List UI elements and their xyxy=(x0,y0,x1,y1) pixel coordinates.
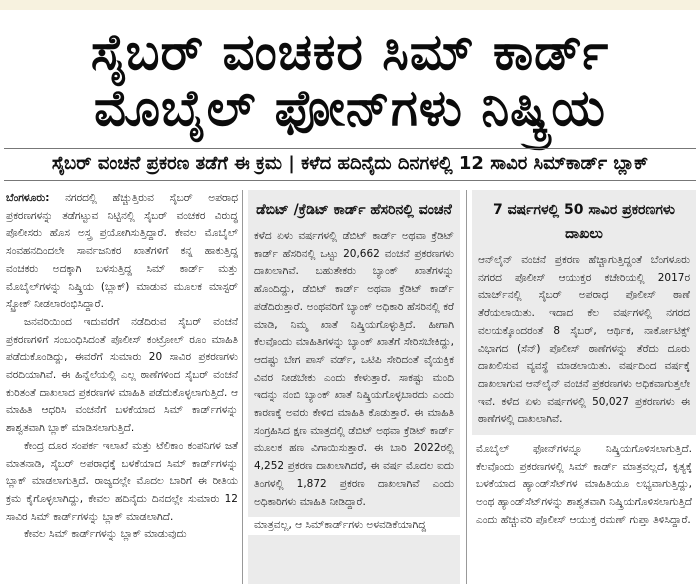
paragraph-mobile-block: ಮೊಬೈಲ್ ಫೋನ್‌ಗಳನ್ನೂ ನಿಷ್ಕ್ರಿಯಗೊಳಿಸಲಾಗುತ್ತಿದೆ. ಕೆಲವೊಂದು ಪ್ರಕರಣಗಳಲ್ಲಿ ಸಿಮ್ ಕಾರ್ಡ್ ಮಾತ್ರವಲ್ಲದೆ, ಕೃತ್ಯಕ್ಕೆ ಬಳಕೆಯಾದ ಹ್ಯಾಂಡ್‌ಸೆಟ್‌ಗಳ ಮಾಹಿತಿಯೂ ಲಭ್ಯವಾಗುತ್ತಿದ್ದು, ಅಂಥ ಹ್ಯಾಂಡ್‌ಸೆಟ್‌ಗಳನ್ನು ಶಾಶ್ವತವಾಗಿ ನಿಷ್ಕ್ರಿಯಗೊಳಿಸಲಾಗುತ್ತಿದೆ ಎಂದು ಹೆಚ್ಚುವರಿ ಪೊಲೀಸ್ ಆಯುಕ್ತ ರಮಣ್ ಗುಪ್ತಾ ತಿಳಿಸಿದ್ದಾರೆ. xyxy=(476,443,692,526)
divider-top xyxy=(4,148,696,149)
box-paragraph-cases: ಆನ್‌ಲೈನ್ ವಂಚನೆ ಪ್ರಕರಣ ಹೆಚ್ಚಾಗುತ್ತಿದ್ದಂತೆ ಬೆಂಗಳೂರು ನಗರದ ಪೊಲೀಸ್ ಆಯುಕ್ತರ ಕಚೇರಿಯಲ್ಲಿ 2017ರ ಮಾರ್ಚ್‌ನಲ್ಲಿ ಸೈಬರ್ ಅಪರಾಧ ಪೊಲೀಸ್ ಠಾಣೆ ತೆರೆಯಲಾಯಿತು. ಇದಾದ ಕೆಲ ವರ್ಷಗಳಲ್ಲಿ ನಗರದ ವಲಯಕ್ಕೊಂದರಂತೆ 8 ಸೈಬರ್, ಆರ್ಥಿಕ, ನಾರ್ಕೋಟಿಕ್ಸ್ ವಿಭಾಗದ (ಸೆನ್) ಪೊಲೀಸ್ ಠಾಣೆಗಳನ್ನು ತೆರೆದು ದೂರು ದಾಖಲಿಸುವ ವ್ಯವಸ್ಥೆ ಮಾಡಲಾಯಿತು. ವರ್ಷದಿಂದ ವರ್ಷಕ್ಕೆ ದಾಖಲಾಗುವ ಆನ್‌ಲೈನ್ ವಂಚನೆ ಪ್ರಕರಣಗಳು ಅಧಿಕವಾಗುತ್ತಲೇ ಇವೆ. ಕಳೆದ ಏಳು ವರ್ಷಗಳಲ್ಲಿ 50,027 ಪ್ರಕರಣಗಳು ಈ ಠಾಣೆಗಳಲ್ಲಿ ದಾಖಲಾಗಿವೆ. xyxy=(478,254,690,426)
top-band xyxy=(0,0,700,10)
paragraph-3: ಕೇಂದ್ರ ದೂರ ಸಂಪರ್ಕ ಇಲಾಖೆ ಮತ್ತು ಟೆಲಿಕಾಂ ಕಂಪನಿಗಳ ಜತೆ ಮಾತನಾಡಿ, ಸೈಬರ್ ಅಪರಾಧಕ್ಕೆ ಬಳಕೆಯಾದ ಸಿಮ್ ಕಾರ್ಡ್‌ಗಳನ್ನು ಬ್ಲಾಕ್ ಮಾಡಲಾಗುತ್ತಿದೆ. ರಾಜ್ಯದಲ್ಲೇ ಮೊದಲ ಬಾರಿಗೆ ಈ ರೀತಿಯ ಕ್ರಮ ಕೈಗೊಳ್ಳಲಾಗಿದ್ದು, ಕೇವಲ ಹದಿನೈದು ದಿನದಲ್ಲೇ ಸುಮಾರು 12 ಸಾವಿರ ಸಿಮ್ ಕಾರ್ಡ್‌ಗಳನ್ನು ಬ್ಲಾಕ್ ಮಾಡಲಾಗಿದೆ. xyxy=(6,439,238,523)
paragraph-2: ಜನವರಿಯಿಂದ ಇದುವರೆಗೆ ನಡೆದಿರುವ ಸೈಬರ್ ವಂಚನೆ ಪ್ರಕರಣಗಳಿಗೆ ಸಂಬಂಧಿಸಿದಂತೆ ಪೊಲೀಸ್ ಕಂಟ್ರೋಲ್ ರೂಂ ಮಾಹಿತಿ ಪಡೆದುಕೊಂಡಿದ್ದು, ಈವರೆಗೆ ಸುಮಾರು 20 ಸಾವಿರ ಪ್ರಕರಣಗಳು ವರದಿಯಾಗಿವೆ. ಈ ಹಿನ್ನೆಲೆಯಲ್ಲಿ ಎಲ್ಲ ಠಾಣೆಗಳಿಂದ ಸೈಬರ್ ವಂಚನೆ ಕುರಿತಂತೆ ದಾಖಲಾದ ಪ್ರಕರಣಗಳ ಮಾಹಿತಿ ಪಡೆದುಕೊಳ್ಳಲಾಗುತ್ತಿದೆ. ಆ ಮಾಹಿತಿ ಆಧರಿಸಿ ವಂಚನೆಗೆ ಬಳಕೆಯಾದ ಸಿಮ್ ಕಾರ್ಡ್‌ಗಳನ್ನು ಶಾಶ್ವತವಾಗಿ ಬ್ಲಾಕ್ ಮಾಡಿಸಲಾಗುತ್ತಿದೆ. xyxy=(6,315,238,435)
article-column-3 xyxy=(472,190,696,584)
column-divider-1 xyxy=(242,190,243,584)
headline-line-2: ಮೊಬೈಲ್ ಫೋನ್‌ಗಳು ನಿಷ್ಕ್ರಿಯ xyxy=(94,79,606,137)
column-divider-2 xyxy=(466,190,467,584)
paragraph-4: ಕೇವಲ ಸಿಮ್ ಕಾರ್ಡ್‌ಗಳನ್ನು ಬ್ಲಾಕ್ ಮಾಡುವುದು xyxy=(24,528,187,541)
dateline: ಬೆಂಗಳೂರು: xyxy=(6,192,50,204)
continuation-paragraph: ಮಾತ್ರವಲ್ಲ, ಆ ಸಿಮ್‌ಕಾರ್ಡ್‌ಗಳು ಅಳವಡಿಕೆಯಾಗಿದ್ದ xyxy=(254,519,426,532)
sidebar-box-cases xyxy=(472,190,696,435)
subheadline: ಸೈಬರ್ ವಂಚನೆ ಪ್ರಕರಣ ತಡೆಗೆ ಈ ಕ್ರಮ | ಕಳೆದ ಹದಿನೈದು ದಿನಗಳಲ್ಲಿ 12 ಸಾವಿರ ಸಿಮ್‌ಕಾರ್ಡ್ ಬ್ಲಾಕ್ xyxy=(51,153,649,174)
box-title-cases: 7 ವರ್ಷಗಳಲ್ಲಿ 50 ಸಾವಿರ ಪ್ರಕರಣಗಳು ದಾಖಲು xyxy=(493,202,675,242)
article-column-1 xyxy=(6,190,238,584)
divider-bottom xyxy=(4,180,696,181)
headline-line-1: ಸೈಬರ್ ವಂಚಕರ ಸಿಮ್ ಕಾರ್ಡ್ xyxy=(90,23,610,81)
sidebar-box-card-fraud xyxy=(248,190,460,584)
box-title-card-fraud: ಡೆಬಿಟ್ /ಕ್ರೆಡಿಟ್ ಕಾರ್ಡ್ ಹೆಸರಿನಲ್ಲಿ ವಂಚನೆ xyxy=(256,202,452,218)
paragraph-1 xyxy=(6,190,238,314)
box-paragraph-card-fraud: ಕಳೆದ ಏಳು ವರ್ಷಗಳಲ್ಲಿ ಡೆಬಿಟ್ ಕಾರ್ಡ್ ಅಥವಾ ಕ್ರೆಡಿಟ್ ಕಾರ್ಡ್ ಹೆಸರಿನಲ್ಲಿ ಒಟ್ಟು 20,662 ವಂಚನೆ ಪ್ರಕರಣಗಳು ದಾಖಲಾಗಿವೆ. ಬಹುತೇಕರು ಬ್ಯಾಂಕ್ ಖಾತೆಗಳನ್ನು ಹೊಂದಿದ್ದು, ಡೆಬಿಟ್ ಕಾರ್ಡ್ ಅಥವಾ ಕ್ರೆಡಿಟ್ ಕಾರ್ಡ್ ಪಡೆದಿರುತ್ತಾರೆ. ಅಂಥವರಿಗೆ ಬ್ಯಾಂಕ್ ಅಧಿಕಾರಿ ಹೆಸರಿನಲ್ಲಿ ಕರೆ ಮಾಡಿ, ನಿಮ್ಮ ಖಾತೆ ನಿಷ್ಕ್ರಿಯಗೊಳ್ಳುತ್ತಿದೆ. ಹೀಗಾಗಿ ಕೆಲವೊಂದು ಮಾಹಿತಿಗಳನ್ನು ಬ್ಯಾಂಕ್ ಖಾತೆಗೆ ಸೇರಿಸಬೇಕಿದ್ದು, ಆದಷ್ಟು ಬೇಗ ಪಾಸ್ ವರ್ಡ್, ಒಟಿಪಿ ಸೇರಿದಂತೆ ವೈಯಕ್ತಿಕ ವಿವರ ನೀಡಬೇಕು ಎಂದು ಕೇಳುತ್ತಾರೆ. ಸಾಕಷ್ಟು ಮಂದಿ ಇದನ್ನು ನಂಬಿ ಬ್ಯಾಂಕ್ ಖಾತೆ ನಿಷ್ಕ್ರಿಯಗೊಳ್ಳಬಾರದು ಎಂದು ಕಾರಣಕ್ಕೆ ಅವರು ಕೇಳಿದ ಮಾಹಿತಿ ಕೊಡುತ್ತಾರೆ. ಈ ಮಾಹಿತಿ ಸಂಗ್ರಹಿಸಿದ ಕ್ಷಣ ಮಾತ್ರದಲ್ಲಿ ಡೆಬಿಟ್ ಅಥವಾ ಕ್ರೆಡಿಟ್ ಕಾರ್ಡ್ ಮೂಲಕ ಹಣ ವಿಗಾಯಿಸುತ್ತಾರೆ. ಈ ಬಾರಿ 2022ರಲ್ಲಿ 4,252 ಪ್ರಕರಣ ದಾಖಲಾಗಿದರೆ, ಈ ವರ್ಷ ಮೊದಲ ಐದು ತಿಂಗಳಲ್ಲಿ 1,872 ಪ್ರಕರಣ ದಾಖಲಾಗಿವೆ ಎಂದು ಅಧಿಕಾರಿಗಳು ಮಾಹಿತಿ ನೀಡಿದ್ದಾರೆ. xyxy=(254,230,454,508)
paragraph-1-text: ನಗರದಲ್ಲಿ ಹೆಚ್ಚುತ್ತಿರುವ ಸೈಬರ್ ಅಪರಾಧ ಪ್ರಕರಣಗಳನ್ನು ತಡೆಗಟ್ಟುವ ನಿಟ್ಟಿನಲ್ಲಿ ಸೈಬರ್ ವಂಚಕರ ವಿರುದ್ಧ ಪೊಲೀಸರು ಹೊಸ ಅಸ್ತ್ರ ಪ್ರಯೋಗಿಸುತ್ತಿದ್ದಾರೆ. ಕೇವಲ ಮೊಬೈಲ್ ಸಂವಹನದಿಂದಲೇ ಸಾರ್ವಜನಿಕರ ಖಾತೆಗಳಿಗೆ ಕನ್ನ ಹಾಕುತ್ತಿದ್ದ ವಂಚಕರು ಅದಕ್ಕಾಗಿ ಬಳಸುತ್ತಿದ್ದ ಸಿಮ್ ಕಾರ್ಡ್ ಮತ್ತು ಮೊಬೈಲ್‌ಗಳನ್ನು ನಿಷ್ಕ್ರಿಯ (ಬ್ಲಾಕ್) ಮಾಡುವ ಮೂಲಕ ಮಾಸ್ಟರ್ ಸ್ಟ್ರೋಕ್ ನೀಡಲಾರಂಭಿಸಿದ್ದಾರೆ. xyxy=(6,192,238,311)
